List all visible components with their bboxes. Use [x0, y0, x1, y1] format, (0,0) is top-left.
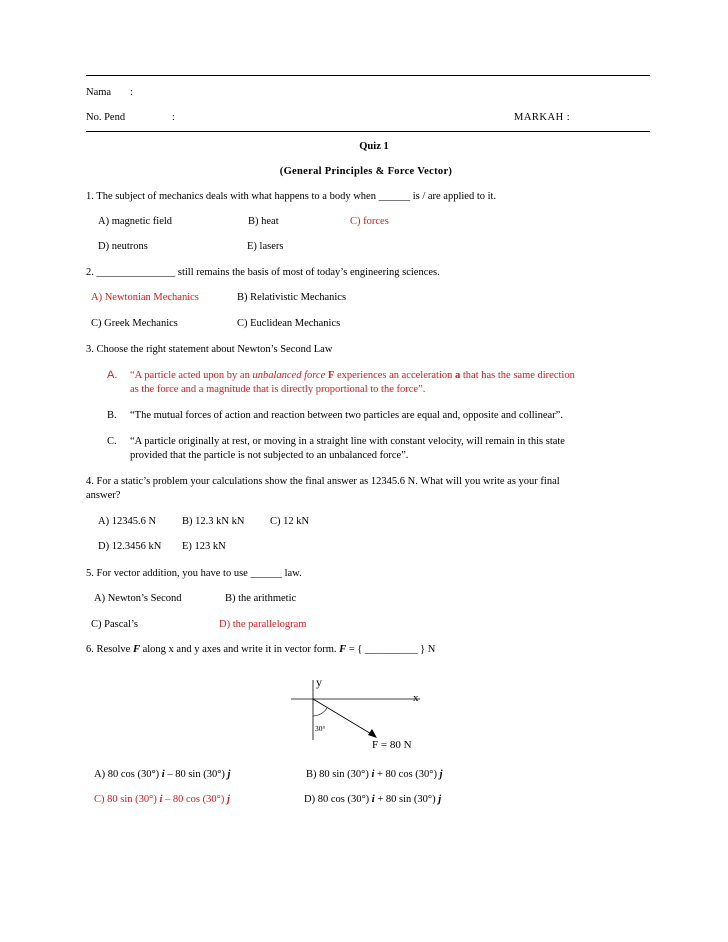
q1-option-e: E) lasers [247, 241, 284, 252]
q6-option-d [304, 793, 441, 806]
q6-d-j: j [438, 794, 442, 805]
q6-c-i: i [159, 794, 163, 805]
q2-option-b: B) Relativistic Mechanics [237, 292, 347, 303]
q4-option-c: C) 12 kN [270, 516, 310, 527]
quiz-subtitle: (General Principles & Force Vector) [279, 166, 453, 177]
q3-option-b-marker: B. [107, 410, 117, 421]
q6-c-p1: C) 80 sin (30°) [94, 794, 160, 805]
q4-option-a: A) 12345.6 N [98, 516, 157, 527]
q3-option-a-marker: A. [107, 369, 118, 381]
q3-a-seg1: “A particle acted upon by an [130, 370, 253, 381]
q1-option-d: D) neutrons [98, 241, 148, 252]
force-arrowhead [368, 729, 377, 738]
question-4-line2: answer? [86, 490, 121, 501]
q6-seg2: along x and y axes and write it in vector form. [139, 644, 340, 655]
q5-option-a: A) Newton’s Second [94, 593, 182, 604]
q4-option-e: E) 123 kN [182, 541, 226, 552]
nopend-colon: : [172, 112, 175, 123]
q5-option-d: D) the parallelogram [219, 619, 307, 630]
q6-b-p1: B) 80 sin (30°) [306, 769, 372, 780]
q2-option-d: C) Euclidean Mechanics [237, 318, 341, 329]
q6-option-b [306, 768, 443, 781]
angle-arc [313, 708, 327, 716]
q3-option-c-marker: C. [107, 436, 117, 447]
x-axis-label: x [413, 692, 419, 704]
q3-a-unbalanced: unbalanced force [252, 370, 326, 381]
question-5: 5. For vector addition, you have to use ______ law. [86, 568, 302, 579]
q5-option-b: B) the arithmetic [225, 593, 297, 604]
q4-option-b: B) 12.3 kN kN [182, 516, 245, 527]
q3-a-a: a [455, 370, 461, 381]
q2-option-c: C) Greek Mechanics [91, 318, 178, 329]
question-4-line1: 4. For a static’s problem your calculations show the final answer as 12345.6 N. What will you write as your final [86, 476, 560, 487]
q6-d-p2: + 80 sin (30°) [374, 794, 439, 805]
q6-option-c [94, 793, 230, 806]
quiz-title: Quiz 1 [359, 141, 389, 152]
q6-b-p2: + 80 cos (30°) [374, 769, 440, 780]
q6-c-p2: – 80 cos (30°) [162, 794, 227, 805]
q6-c-j: j [226, 794, 230, 805]
q1-option-b: B) heat [248, 216, 279, 227]
question-2: 2. _______________ still remains the basis of most of today’s engineering sciences. [86, 267, 440, 278]
q6-a-j: j [227, 769, 231, 780]
q4-option-d: D) 12.3456 kN [98, 541, 162, 552]
q6-F2: F [339, 644, 347, 655]
q6-seg3: = { __________ } N [346, 644, 436, 655]
question-3: 3. Choose the right statement about Newton’s Second Law [86, 344, 333, 355]
q1-option-a: A) magnetic field [98, 216, 173, 227]
q6-F1: F [132, 644, 140, 655]
q3-a-seg3: that has the same direction [460, 370, 575, 381]
q3-a-F: F [327, 370, 335, 381]
q1-option-c: C) forces [350, 216, 389, 227]
q6-a-p2: – 80 sin (30°) [164, 769, 228, 780]
q6-a-i: i [161, 769, 165, 780]
q3-option-c-line2: provided that the particle is not subjected to an unbalanced force”. [130, 450, 409, 461]
nopend-label: No. Pend [86, 112, 126, 123]
q5-option-c: C) Pascal’s [91, 619, 138, 630]
angle-label: 30° [315, 724, 326, 733]
force-label: F = 80 N [372, 739, 412, 751]
q6-seg1: 6. Resolve [86, 644, 133, 655]
nama-colon: : [130, 87, 133, 98]
q6-d-i: i [371, 794, 375, 805]
q6-d-p1: D) 80 cos (30°) [304, 794, 372, 805]
markah-label: MARKAH : [514, 112, 571, 123]
q6-b-j: j [439, 769, 443, 780]
q3-option-c-line1: “A particle originally at rest, or moving in a straight line with constant velocity, will remain in this state [130, 436, 565, 447]
y-axis-label: y [316, 675, 322, 689]
nama-label: Nama [86, 87, 112, 98]
q6-b-i: i [371, 769, 375, 780]
q2-option-a: A) Newtonian Mechanics [91, 292, 199, 303]
q3-a-seg2: experiences an acceleration [334, 370, 455, 381]
q3-option-b-text: “The mutual forces of action and reaction between two particles are equal and, opposite and collinear”. [130, 410, 563, 421]
q6-option-a [94, 768, 230, 781]
question-1: 1. The subject of mechanics deals with what happens to a body when ______ is / are applied to it. [86, 191, 497, 202]
q3-option-a-line2: as the force and a magnitude that is directly proportional to the force”. [130, 384, 426, 395]
q6-a-p1: A) 80 cos (30°) [94, 769, 162, 780]
